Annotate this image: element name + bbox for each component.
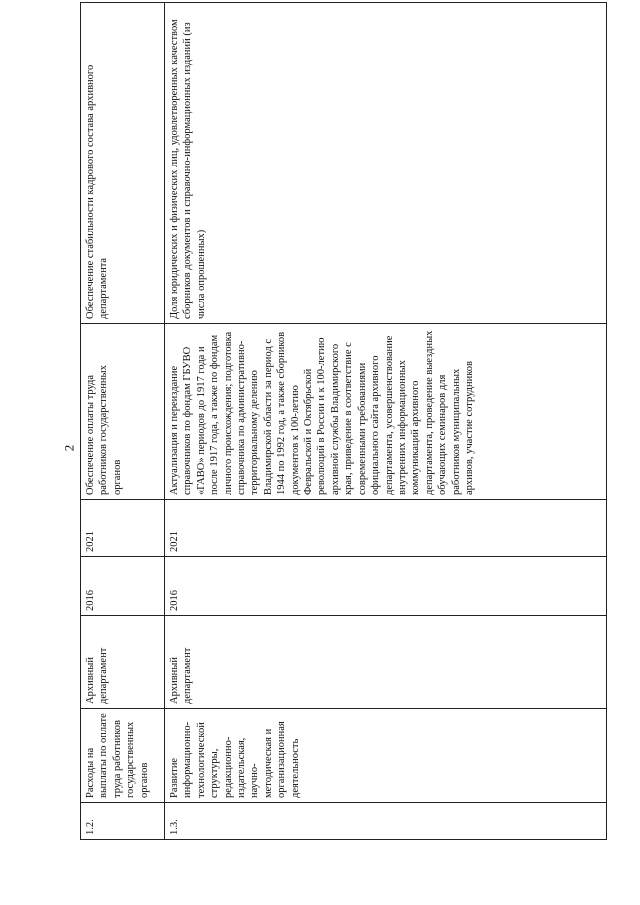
cell-number: 1.2. [81, 803, 165, 840]
cell-measure-name: Развитие информационно-технологической структуры, редакционно-издательская, научно-методическая и организационная деятельность [165, 709, 607, 803]
cell-indicator: Обеспечение стабильности кадрового состава архивного департамента [81, 3, 165, 324]
cell-content: Обеспечение оплаты труда работников государственных органов [81, 324, 165, 500]
cell-start-year: 2016 [165, 557, 607, 616]
cell-end-year: 2021 [81, 500, 165, 557]
cell-number: 1.3. [165, 803, 607, 840]
cell-measure-name: Расходы на выплаты по оплате труда работников государственных органов [81, 709, 165, 803]
cell-executor: Архивный департамент [81, 616, 165, 709]
table-row [165, 3, 607, 840]
cell-executor: Архивный департамент [165, 616, 607, 709]
document-table-wrapper [80, 19, 607, 840]
cell-indicator: Доля юридических и физических лиц, удовлетворенных качеством сборников документов и справочно-информационных изданий (из числа опрошенных) [165, 3, 607, 324]
table-row [81, 3, 165, 840]
cell-start-year: 2016 [81, 557, 165, 616]
rotated-table-container [80, 19, 607, 840]
page-number: 2 [61, 444, 77, 452]
cell-content: Актуализация и переиздание справочников по фондам ГБУВО «ГАВО» периодов до 1917 года и после 1917 года, а также по фондам личного происхождения; подготовка справочника по административно-территориальному делению Владимирской области за период с 1944 по 1992 год, а также сборников документов к 100-летию Февральской и Октябрьской революций в России и к 100-летию архивной службы Владимирского края, приведение в соответствие с современными требованиями официального сайта архивного департамента, усовершенствование внутренних информационных коммуникаций архивного департамента, проведение выездных обучающих семинаров для работников муниципальных архивов, участие сотрудников [165, 324, 607, 500]
cell-end-year: 2021 [165, 500, 607, 557]
program-measures-table [80, 2, 607, 840]
